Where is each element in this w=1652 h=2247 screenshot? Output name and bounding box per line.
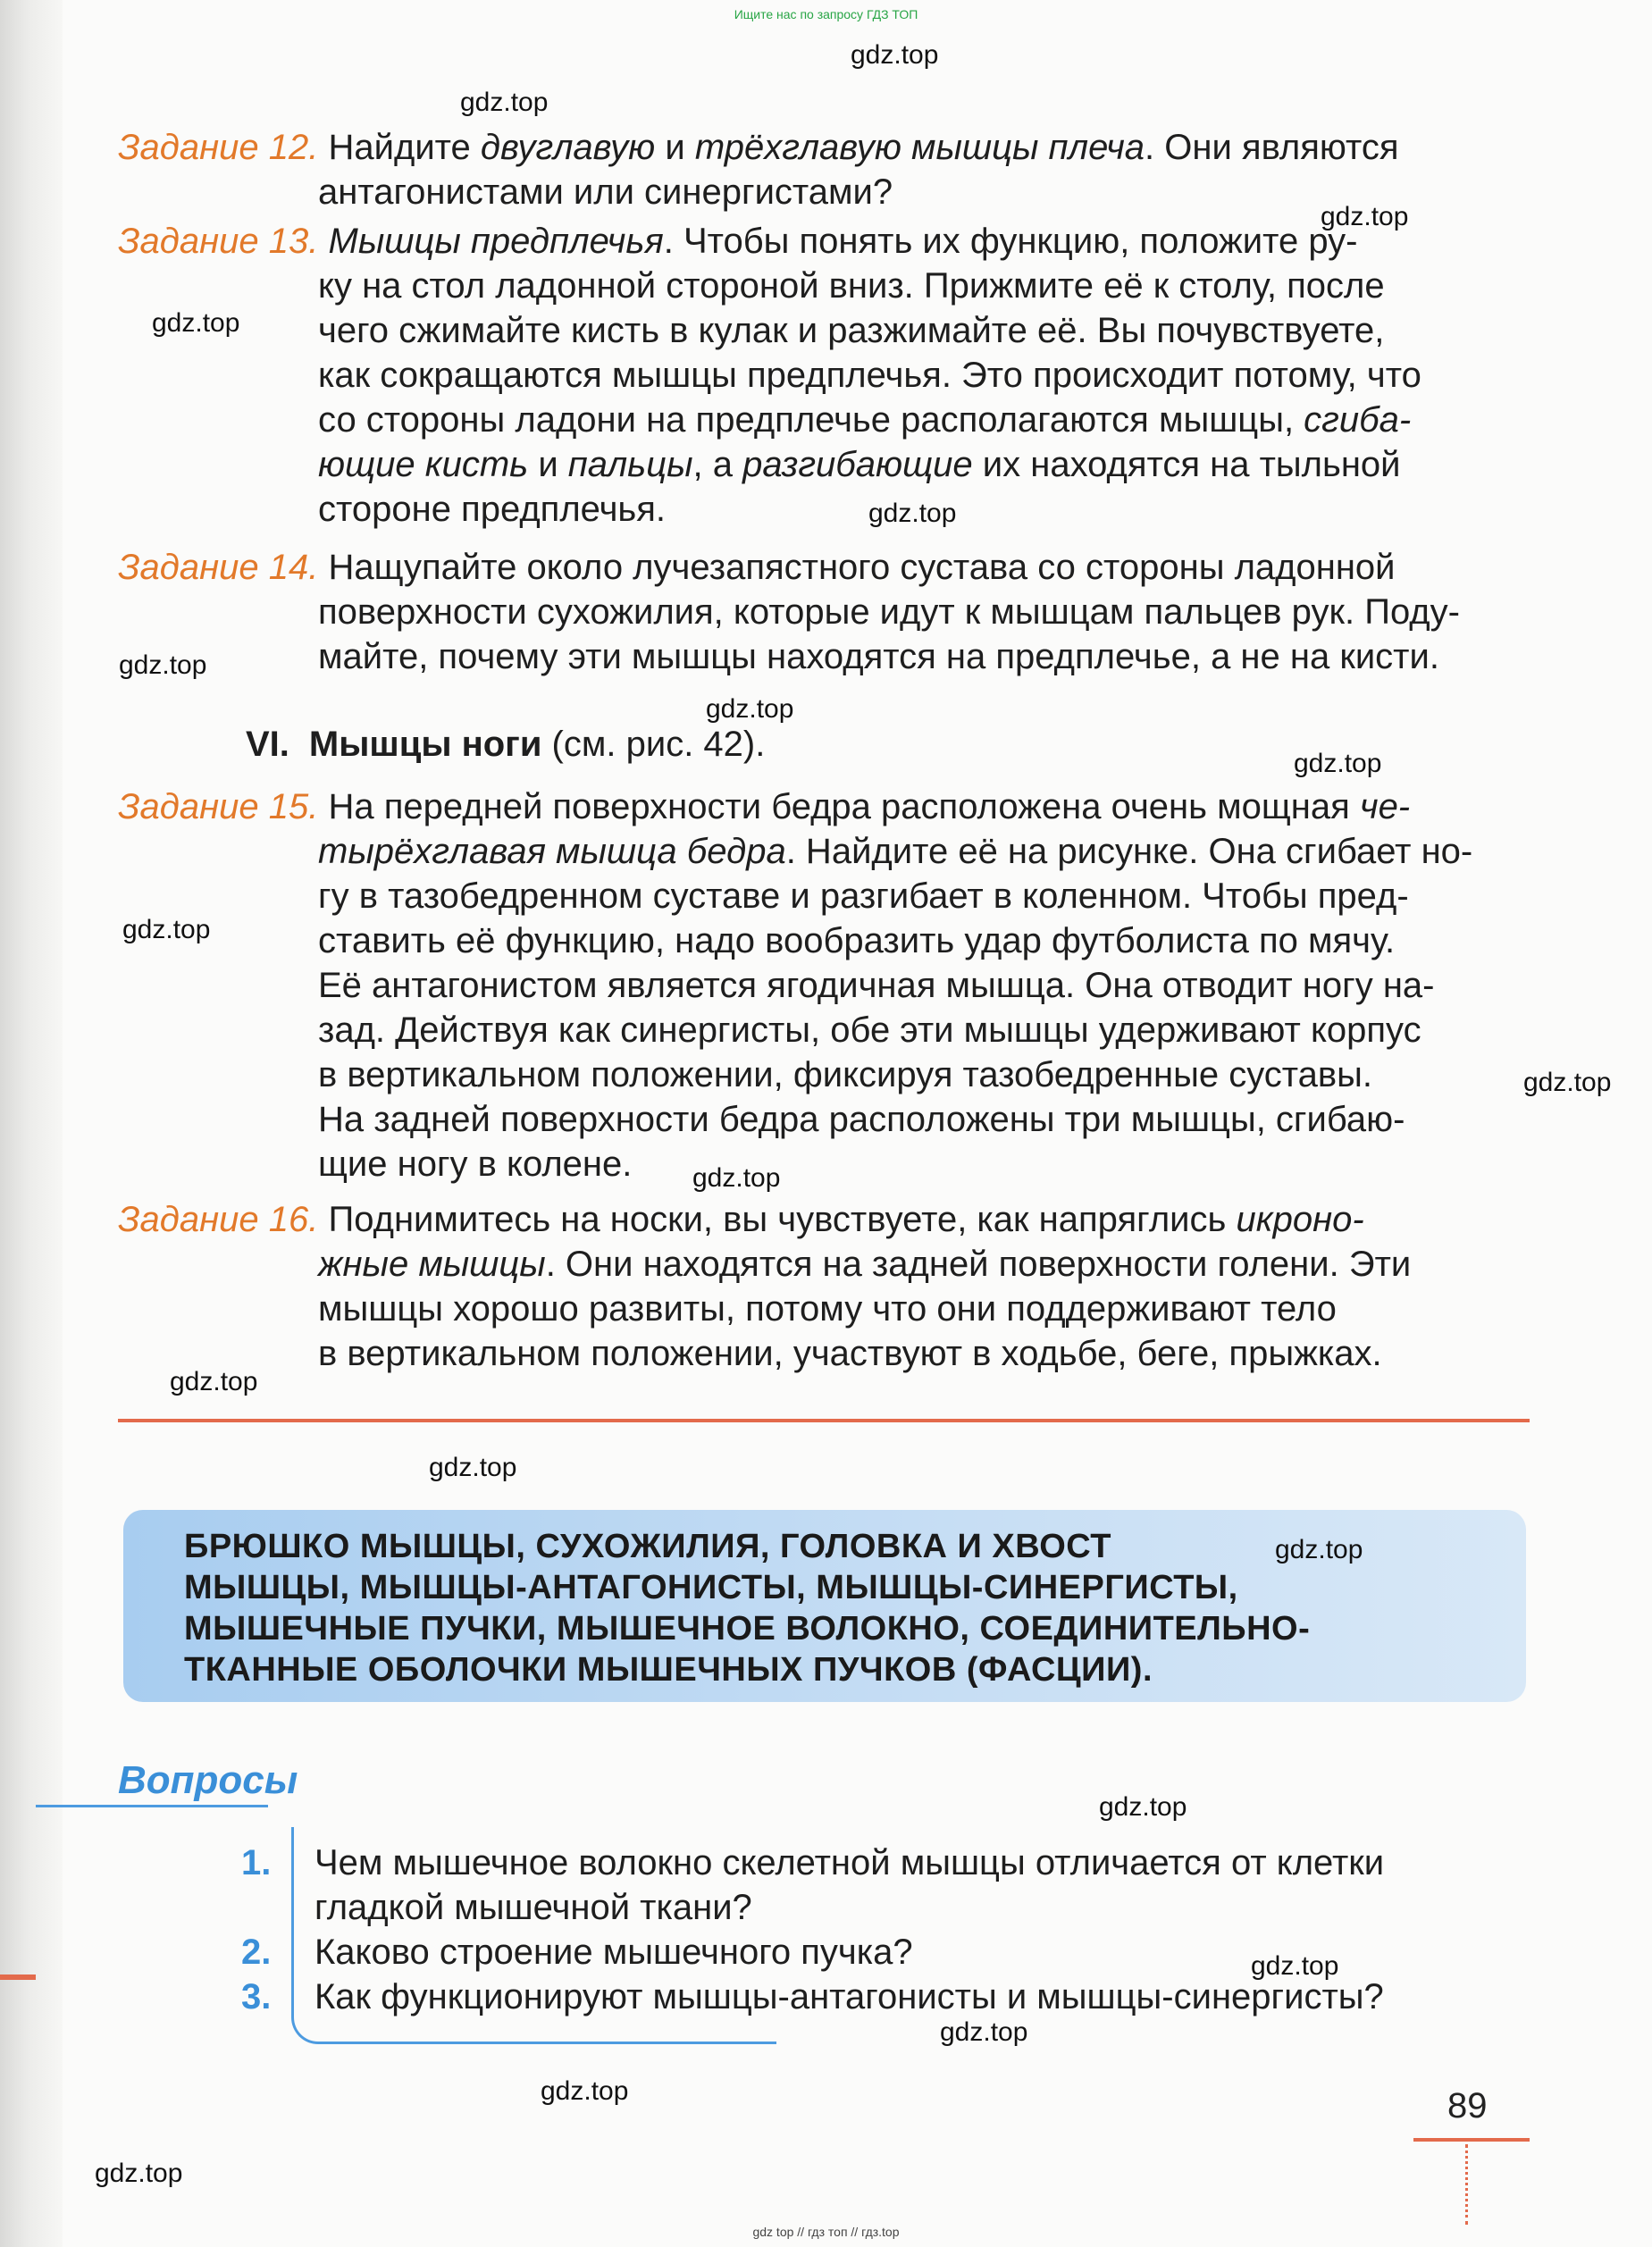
question-text: гладкой мышечной ткани?: [314, 1888, 752, 1927]
question-3: [241, 1975, 1537, 2019]
task-16-label: Задание 16.: [118, 1200, 319, 1239]
question-1: [241, 1840, 1537, 1930]
task-16-line: в вертикальном положении, участвуют в ходьбе, беге, прыжках.: [318, 1334, 1382, 1373]
watermark: gdz.top: [1321, 202, 1409, 231]
task-16-line: жные мышцы. Они находятся на задней поверхности голени. Эти: [318, 1245, 1412, 1284]
keywords-line: МЫШЕЧНЫЕ ПУЧКИ, МЫШЕЧНОЕ ВОЛОКНО, СОЕДИНИТЕЛЬНО-: [184, 1610, 1311, 1648]
watermark: gdz.top: [1523, 1068, 1612, 1097]
task-15-line: щие ногу в колене.: [318, 1144, 633, 1184]
task-14-line: поверхности сухожилия, которые идут к мышцам пальцев рук. Поду-: [318, 592, 1460, 632]
watermark: gdz.top: [1251, 1951, 1339, 1981]
task-16-first-line: Задание 16. Поднимитесь на носки, вы чувствуете, как напряглись икроно-: [118, 1200, 1364, 1239]
watermark: gdz.top: [692, 1163, 781, 1193]
question-text: Чем мышечное волокно скелетной мышцы отличается от клетки: [314, 1843, 1385, 1882]
question-2: [241, 1930, 1537, 1975]
task-12-first-line: Задание 12. Найдите двуглавую и трёхглавую мышцы плеча. Они являются: [118, 128, 1399, 167]
questions-underline: [36, 1805, 268, 1807]
task-15-line: гу в тазобедренном суставе и разгибает в коленном. Чтобы пред-: [318, 876, 1409, 916]
task-14: [118, 545, 1530, 679]
watermark: gdz.top: [706, 694, 794, 724]
task-15-line: ставить её функцию, надо вообразить удар футболиста по мячу.: [318, 921, 1396, 960]
spine-accent: [0, 1975, 36, 1980]
watermark: gdz.top: [429, 1453, 517, 1482]
task-13-label: Задание 13.: [118, 222, 319, 261]
task-13-line: со стороны ладони на предплечье располагаются мышцы, сгиба-: [318, 400, 1412, 440]
section-number: VI.: [246, 725, 289, 764]
keywords-line: ТКАННЫЕ ОБОЛОЧКИ МЫШЕЧНЫХ ПУЧКОВ (ФАСЦИИ).: [184, 1651, 1153, 1689]
task-16-line: мышцы хорошо развиты, потому что они поддерживают тело: [318, 1289, 1337, 1329]
watermark: gdz.top: [1294, 749, 1382, 778]
watermark: gdz.top: [170, 1367, 258, 1396]
task-13-first-line: Задание 13. Мышцы предплечья. Чтобы понять их функцию, положите ру-: [118, 222, 1358, 261]
task-14-line: майте, почему эти мышцы находятся на предплечье, а не на кисти.: [318, 637, 1439, 676]
task-12-label: Задание 12.: [118, 128, 319, 167]
task-13-line: чего сжимайте кисть в кулак и разжимайте её. Вы почувствуете,: [318, 311, 1385, 350]
section-title: Мышцы ноги: [308, 725, 542, 764]
watermark: gdz.top: [541, 2076, 629, 2106]
watermark: gdz.top: [122, 915, 211, 944]
task-15: [118, 784, 1530, 1186]
watermark: gdz.top: [1099, 1792, 1187, 1822]
question-number: 3.: [241, 1977, 272, 2016]
keywords-line: МЫШЦЫ, МЫШЦЫ-АНТАГОНИСТЫ, МЫШЦЫ-СИНЕРГИСТЫ,: [184, 1569, 1238, 1606]
task-15-line: На задней поверхности бедра расположены три мышцы, сгибаю-: [318, 1100, 1405, 1139]
question-number: 1.: [241, 1843, 272, 1882]
section-heading: [246, 722, 765, 767]
task-13-line: как сокращаются мышцы предплечья. Это происходит потому, что: [318, 356, 1421, 395]
book-spine-shadow: [0, 0, 63, 2247]
watermark: gdz.top: [95, 2159, 183, 2188]
task-15-line: зад. Действуя как синергисты, обе эти мышцы удерживают корпус: [318, 1010, 1421, 1050]
task-13-line: ющие кисть и пальцы, а разгибающие их находятся на тыльной: [318, 445, 1401, 484]
task-15-line: Её антагонистом является ягодичная мышца. Она отводит ногу на-: [318, 966, 1435, 1005]
watermark: gdz.top: [460, 88, 549, 117]
task-12-line: антагонистами или синергистами?: [318, 172, 893, 212]
task-15-line: тырёхглавая мышца бедра. Найдите её на рисунке. Она сгибает но-: [318, 832, 1473, 871]
bottom-note: gdz top // гдз топ // гдз.top: [752, 2225, 900, 2239]
page-number: 89: [1447, 2086, 1488, 2125]
task-14-first-line: Задание 14. Нащупайте около лучезапястного сустава со стороны ладонной: [118, 548, 1396, 587]
task-15-first-line: Задание 15. На передней поверхности бедра расположена очень мощная че-: [118, 787, 1411, 826]
section-divider: [118, 1419, 1530, 1422]
watermark: gdz.top: [868, 499, 957, 528]
task-13-line: ку на стол ладонной стороной вниз. Прижмите её к столу, после: [318, 266, 1385, 306]
task-15-label: Задание 15.: [118, 787, 319, 826]
page-number-rule: [1413, 2138, 1530, 2142]
task-12: [118, 125, 1530, 214]
watermark: gdz.top: [851, 40, 939, 70]
top-note: Ищите нас по запросу ГДЗ ТОП: [734, 7, 918, 21]
watermark: gdz.top: [1275, 1535, 1363, 1564]
task-13: [118, 219, 1530, 532]
task-14-label: Задание 14.: [118, 548, 319, 587]
keywords-line: БРЮШКО МЫШЦЫ, СУХОЖИЛИЯ, ГОЛОВКА И ХВОСТ: [184, 1528, 1112, 1565]
section-ref: (см. рис. 42).: [541, 725, 766, 764]
page-dotted-line: [1465, 2144, 1468, 2225]
watermark: gdz.top: [119, 650, 207, 680]
task-16: [118, 1197, 1530, 1376]
question-text: Каково строение мышечного пучка?: [314, 1933, 913, 1972]
question-text: Как функционируют мышцы-антагонисты и мышцы-синергисты?: [314, 1977, 1384, 2016]
task-15-line: в вертикальном положении, фиксируя тазобедренные суставы.: [318, 1055, 1373, 1094]
watermark: gdz.top: [152, 308, 240, 338]
task-13-line: стороне предплечья.: [318, 490, 667, 529]
watermark: gdz.top: [940, 2017, 1028, 2047]
questions-title: Вопросы: [118, 1758, 298, 1802]
question-number: 2.: [241, 1933, 272, 1972]
